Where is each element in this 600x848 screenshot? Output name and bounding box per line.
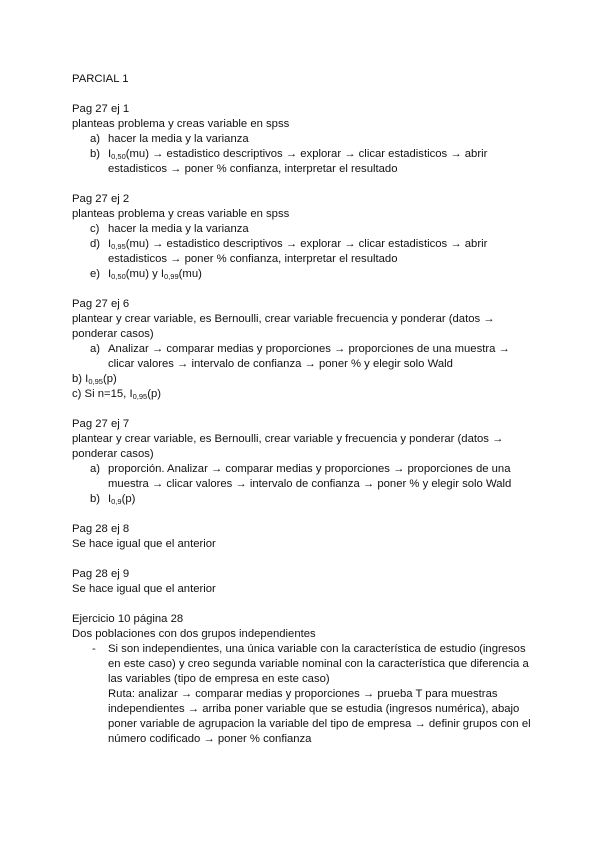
list-item-text: (mu) → estadistico descriptivos → explorar → clicar estadisticos → abrir estadisticos → poner % confianza, interpretar el resultado (108, 148, 488, 175)
section-text: Se hace igual que el anterior (72, 538, 216, 550)
section-heading: Pag 28 ej 9 (72, 568, 130, 580)
section-pag28-ej9 (72, 567, 532, 597)
list-item-d (72, 237, 532, 267)
list-item-text: Analizar → comparar medias y proporciones → proporciones de una muestra → clicar valores → intervalo de confianza → poner % y elegir solo Wald (108, 343, 510, 370)
section-heading: Pag 27 ej 2 (72, 193, 130, 205)
interval-symbol: I (108, 148, 112, 160)
line-text: c) Si n=15, I (72, 388, 133, 400)
line-c (72, 387, 532, 402)
list-item-b (72, 492, 532, 507)
confidence-subscript: 0,95 (111, 242, 126, 251)
line-text: (p) (102, 373, 117, 385)
document-title: PARCIAL 1 (72, 73, 129, 85)
section-pag27-ej2 (72, 192, 532, 282)
interval-symbol: I (108, 493, 112, 505)
list-marker: b) (90, 148, 101, 160)
section-text: Se hace igual que el anterior (72, 583, 216, 595)
list-item-c (72, 222, 532, 237)
confidence-subscript: 0,50 (111, 152, 126, 161)
section-ejercicio10 (72, 612, 532, 747)
list-marker: b) (90, 493, 101, 505)
dash-marker: - (92, 643, 96, 655)
section-pag27-ej7 (72, 417, 532, 507)
list-item-a (72, 132, 532, 147)
route-paragraph: Ruta: analizar → comparar medias y proporciones → prueba T para muestras independientes → arriba poner variable que se estudia (ingresos numérica), abajo poner variable de agrupacion la variable del tipo de empresa → definir grupos con el número codificado → poner % confianza (108, 688, 531, 745)
list-marker: c) (90, 223, 100, 235)
list-marker: a) (90, 343, 101, 355)
list-item-text: (mu) → estadistico descriptivos → explorar → clicar estadisticos → abrir estadisticos → poner % confianza, interpretar el resultado (108, 238, 488, 265)
line-b (72, 372, 532, 387)
interval-symbol: I (108, 238, 112, 250)
list-item-text: proporción. Analizar → comparar medias y proporciones → proporciones de una muestra → clicar valores → intervalo de confianza → poner % y elegir solo Wald (108, 463, 512, 490)
interval-symbol: I (108, 268, 112, 280)
list-marker: a) (90, 463, 101, 475)
confidence-subscript: 0,95 (88, 377, 103, 386)
list-marker: a) (90, 133, 101, 145)
line-text: (p) (147, 388, 162, 400)
list-item-a (72, 342, 532, 372)
list-item-text: hacer la media y la varianza (108, 133, 249, 145)
confidence-subscript: 0,9 (111, 497, 122, 506)
document-body (72, 70, 532, 747)
confidence-subscript: 0,99 (164, 272, 179, 281)
dash-list-item (72, 642, 532, 687)
section-pag27-ej1 (72, 102, 532, 177)
list-item-b (72, 147, 532, 177)
list-item-text: Si son independientes, una única variable con la característica de estudio (ingresos en este caso) y creo segunda variable nominal con la característica que diferencia a las variables (tipo de empresa en este caso) (108, 643, 529, 685)
list-marker: d) (90, 238, 101, 250)
list-marker: e) (90, 268, 101, 280)
section-heading: Pag 28 ej 8 (72, 523, 130, 535)
section-pag27-ej6 (72, 297, 532, 402)
list-item-a (72, 462, 532, 492)
section-intro: plantear y crear variable, es Bernoulli, crear variable y frecuencia y ponderar (datos → ponderar casos) (72, 433, 504, 460)
list-item-text: (mu) (178, 268, 202, 280)
list-item-text: (mu) y I (125, 268, 165, 280)
section-intro: planteas problema y creas variable en spss (72, 208, 290, 220)
section-heading: Ejercicio 10 página 28 (72, 613, 184, 625)
section-intro: plantear y crear variable, es Bernoulli, crear variable frecuencia y ponderar (datos → ponderar casos) (72, 313, 495, 340)
section-intro: planteas problema y creas variable en spss (72, 118, 290, 130)
line-text: b) I (72, 373, 89, 385)
section-heading: Pag 27 ej 6 (72, 298, 130, 310)
confidence-subscript: 0,50 (111, 272, 126, 281)
list-item-text: hacer la media y la varianza (108, 223, 249, 235)
confidence-subscript: 0,95 (132, 392, 148, 401)
section-heading: Pag 27 ej 7 (72, 418, 130, 430)
section-intro: Dos poblaciones con dos grupos independientes (72, 628, 316, 640)
section-heading: Pag 27 ej 1 (72, 103, 130, 115)
list-item-e (72, 267, 532, 282)
list-item-text: (p) (121, 493, 136, 505)
section-pag28-ej8 (72, 522, 532, 552)
